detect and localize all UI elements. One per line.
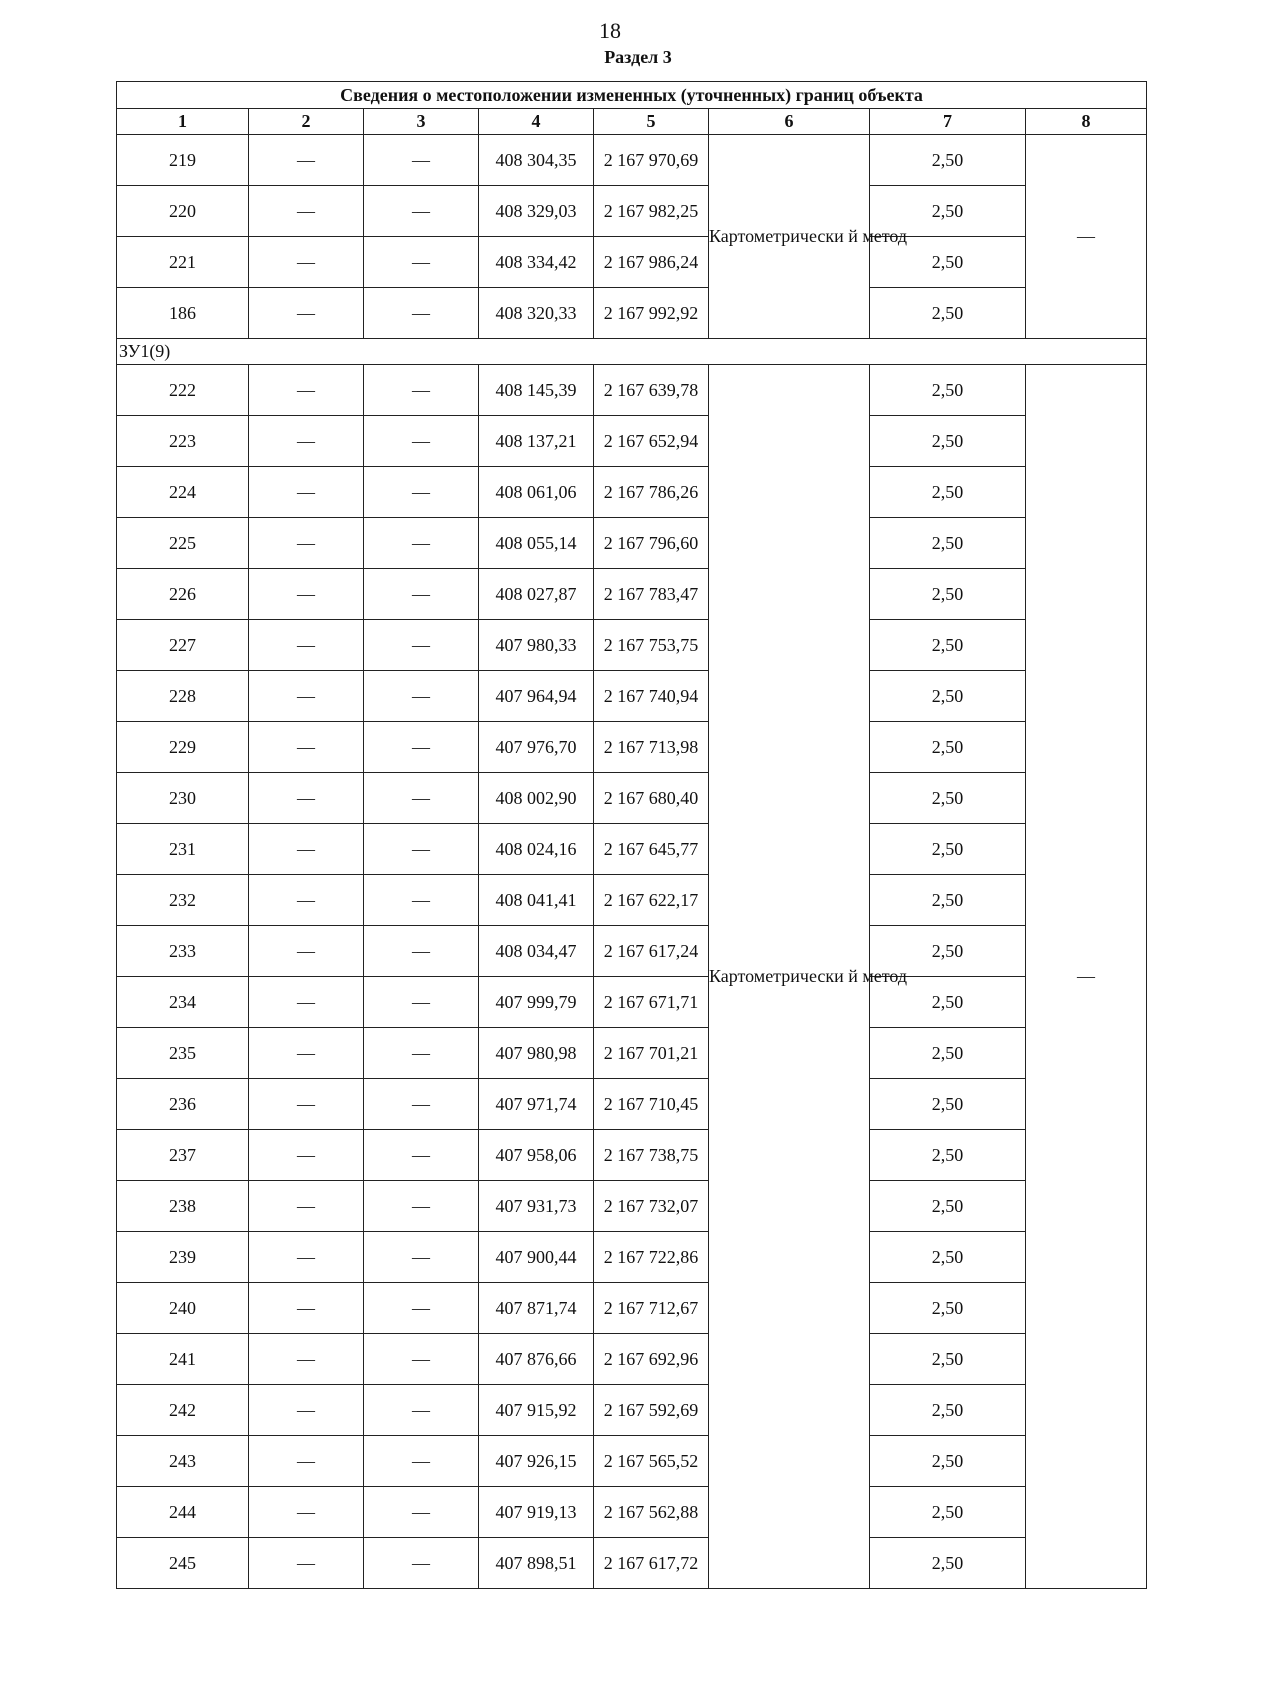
col3-cell: — bbox=[364, 1232, 479, 1283]
col2-cell: — bbox=[249, 722, 364, 773]
col3-cell: — bbox=[364, 1028, 479, 1079]
point-number-cell: 236 bbox=[117, 1079, 249, 1130]
col3-cell: — bbox=[364, 186, 479, 237]
column-header: 5 bbox=[594, 109, 709, 135]
col2-cell: — bbox=[249, 875, 364, 926]
y-coordinate-cell: 2 167 796,60 bbox=[594, 518, 709, 569]
table-row bbox=[117, 135, 1147, 186]
col2-cell: — bbox=[249, 467, 364, 518]
table-row bbox=[117, 1028, 1147, 1079]
table-body bbox=[117, 82, 1147, 1589]
col3-cell: — bbox=[364, 875, 479, 926]
x-coordinate-cell: 408 041,41 bbox=[479, 875, 594, 926]
x-coordinate-cell: 407 898,51 bbox=[479, 1538, 594, 1589]
y-coordinate-cell: 2 167 986,24 bbox=[594, 237, 709, 288]
y-coordinate-cell: 2 167 970,69 bbox=[594, 135, 709, 186]
col2-cell: — bbox=[249, 1283, 364, 1334]
accuracy-cell: 2,50 bbox=[870, 1283, 1026, 1334]
y-coordinate-cell: 2 167 722,86 bbox=[594, 1232, 709, 1283]
accuracy-cell: 2,50 bbox=[870, 237, 1026, 288]
table-row bbox=[117, 875, 1147, 926]
column-header: 8 bbox=[1026, 109, 1147, 135]
y-coordinate-cell: 2 167 740,94 bbox=[594, 671, 709, 722]
x-coordinate-cell: 408 061,06 bbox=[479, 467, 594, 518]
x-coordinate-cell: 407 931,73 bbox=[479, 1181, 594, 1232]
table-row bbox=[117, 1181, 1147, 1232]
y-coordinate-cell: 2 167 753,75 bbox=[594, 620, 709, 671]
col2-cell: — bbox=[249, 1232, 364, 1283]
table-row bbox=[117, 671, 1147, 722]
y-coordinate-cell: 2 167 645,77 bbox=[594, 824, 709, 875]
table-row bbox=[117, 1130, 1147, 1181]
point-number-cell: 235 bbox=[117, 1028, 249, 1079]
accuracy-cell: 2,50 bbox=[870, 365, 1026, 416]
col3-cell: — bbox=[364, 518, 479, 569]
x-coordinate-cell: 407 980,98 bbox=[479, 1028, 594, 1079]
col2-cell: — bbox=[249, 569, 364, 620]
col2-cell: — bbox=[249, 186, 364, 237]
method-cell: Картометрически й метод bbox=[709, 365, 870, 1589]
y-coordinate-cell: 2 167 622,17 bbox=[594, 875, 709, 926]
col2-cell: — bbox=[249, 1028, 364, 1079]
col2-cell: — bbox=[249, 288, 364, 339]
column-header: 2 bbox=[249, 109, 364, 135]
page-number: 18 bbox=[599, 18, 621, 43]
col2-cell: — bbox=[249, 1385, 364, 1436]
col3-cell: — bbox=[364, 1334, 479, 1385]
col2-cell: — bbox=[249, 1538, 364, 1589]
col2-cell: — bbox=[249, 824, 364, 875]
point-number-cell: 239 bbox=[117, 1232, 249, 1283]
table-row bbox=[117, 365, 1147, 416]
table-row bbox=[117, 977, 1147, 1028]
col3-cell: — bbox=[364, 467, 479, 518]
x-coordinate-cell: 408 137,21 bbox=[479, 416, 594, 467]
table-title-row bbox=[117, 82, 1147, 109]
y-coordinate-cell: 2 167 565,52 bbox=[594, 1436, 709, 1487]
accuracy-cell: 2,50 bbox=[870, 824, 1026, 875]
col3-cell: — bbox=[364, 288, 479, 339]
col2-cell: — bbox=[249, 1181, 364, 1232]
x-coordinate-cell: 407 976,70 bbox=[479, 722, 594, 773]
y-coordinate-cell: 2 167 992,92 bbox=[594, 288, 709, 339]
accuracy-cell: 2,50 bbox=[870, 977, 1026, 1028]
table-row bbox=[117, 237, 1147, 288]
col3-cell: — bbox=[364, 1538, 479, 1589]
x-coordinate-cell: 407 900,44 bbox=[479, 1232, 594, 1283]
col2-cell: — bbox=[249, 977, 364, 1028]
table-row bbox=[117, 416, 1147, 467]
point-number-cell: 222 bbox=[117, 365, 249, 416]
y-coordinate-cell: 2 167 652,94 bbox=[594, 416, 709, 467]
table-row bbox=[117, 1232, 1147, 1283]
table-row bbox=[117, 1436, 1147, 1487]
accuracy-cell: 2,50 bbox=[870, 1130, 1026, 1181]
point-number-cell: 231 bbox=[117, 824, 249, 875]
accuracy-cell: 2,50 bbox=[870, 620, 1026, 671]
accuracy-cell: 2,50 bbox=[870, 288, 1026, 339]
col2-cell: — bbox=[249, 1130, 364, 1181]
accuracy-cell: 2,50 bbox=[870, 671, 1026, 722]
x-coordinate-cell: 407 871,74 bbox=[479, 1283, 594, 1334]
col3-cell: — bbox=[364, 135, 479, 186]
x-coordinate-cell: 408 055,14 bbox=[479, 518, 594, 569]
accuracy-cell: 2,50 bbox=[870, 1181, 1026, 1232]
col3-cell: — bbox=[364, 1079, 479, 1130]
y-coordinate-cell: 2 167 701,21 bbox=[594, 1028, 709, 1079]
col2-cell: — bbox=[249, 518, 364, 569]
accuracy-cell: 2,50 bbox=[870, 1385, 1026, 1436]
y-coordinate-cell: 2 167 617,24 bbox=[594, 926, 709, 977]
y-coordinate-cell: 2 167 692,96 bbox=[594, 1334, 709, 1385]
column-header: 6 bbox=[709, 109, 870, 135]
point-number-cell: 227 bbox=[117, 620, 249, 671]
y-coordinate-cell: 2 167 786,26 bbox=[594, 467, 709, 518]
point-number-cell: 233 bbox=[117, 926, 249, 977]
accuracy-cell: 2,50 bbox=[870, 467, 1026, 518]
col3-cell: — bbox=[364, 237, 479, 288]
table-row bbox=[117, 186, 1147, 237]
accuracy-cell: 2,50 bbox=[870, 1232, 1026, 1283]
x-coordinate-cell: 408 304,35 bbox=[479, 135, 594, 186]
col8-cell: — bbox=[1026, 135, 1147, 339]
x-coordinate-cell: 407 919,13 bbox=[479, 1487, 594, 1538]
point-number-cell: 220 bbox=[117, 186, 249, 237]
point-number-cell: 226 bbox=[117, 569, 249, 620]
y-coordinate-cell: 2 167 732,07 bbox=[594, 1181, 709, 1232]
accuracy-cell: 2,50 bbox=[870, 1436, 1026, 1487]
point-number-cell: 234 bbox=[117, 977, 249, 1028]
col2-cell: — bbox=[249, 773, 364, 824]
accuracy-cell: 2,50 bbox=[870, 1028, 1026, 1079]
y-coordinate-cell: 2 167 592,69 bbox=[594, 1385, 709, 1436]
x-coordinate-cell: 407 876,66 bbox=[479, 1334, 594, 1385]
table-row bbox=[117, 926, 1147, 977]
x-coordinate-cell: 407 915,92 bbox=[479, 1385, 594, 1436]
col3-cell: — bbox=[364, 1130, 479, 1181]
group-label-row bbox=[117, 339, 1147, 365]
accuracy-cell: 2,50 bbox=[870, 875, 1026, 926]
col3-cell: — bbox=[364, 1436, 479, 1487]
accuracy-cell: 2,50 bbox=[870, 1487, 1026, 1538]
col3-cell: — bbox=[364, 1283, 479, 1334]
point-number-cell: 241 bbox=[117, 1334, 249, 1385]
col2-cell: — bbox=[249, 365, 364, 416]
col8-cell: — bbox=[1026, 365, 1147, 1589]
accuracy-cell: 2,50 bbox=[870, 1334, 1026, 1385]
table-row bbox=[117, 1334, 1147, 1385]
y-coordinate-cell: 2 167 680,40 bbox=[594, 773, 709, 824]
point-number-cell: 237 bbox=[117, 1130, 249, 1181]
point-number-cell: 186 bbox=[117, 288, 249, 339]
y-coordinate-cell: 2 167 710,45 bbox=[594, 1079, 709, 1130]
accuracy-cell: 2,50 bbox=[870, 569, 1026, 620]
col3-cell: — bbox=[364, 824, 479, 875]
accuracy-cell: 2,50 bbox=[870, 416, 1026, 467]
column-header: 3 bbox=[364, 109, 479, 135]
y-coordinate-cell: 2 167 639,78 bbox=[594, 365, 709, 416]
y-coordinate-cell: 2 167 562,88 bbox=[594, 1487, 709, 1538]
col2-cell: — bbox=[249, 1487, 364, 1538]
col3-cell: — bbox=[364, 620, 479, 671]
point-number-cell: 228 bbox=[117, 671, 249, 722]
table-row bbox=[117, 1385, 1147, 1436]
column-header: 7 bbox=[870, 109, 1026, 135]
point-number-cell: 221 bbox=[117, 237, 249, 288]
col2-cell: — bbox=[249, 926, 364, 977]
y-coordinate-cell: 2 167 617,72 bbox=[594, 1538, 709, 1589]
x-coordinate-cell: 407 964,94 bbox=[479, 671, 594, 722]
table-row bbox=[117, 620, 1147, 671]
accuracy-cell: 2,50 bbox=[870, 773, 1026, 824]
col3-cell: — bbox=[364, 416, 479, 467]
table-row bbox=[117, 1538, 1147, 1589]
accuracy-cell: 2,50 bbox=[870, 722, 1026, 773]
method-cell: Картометрически й метод bbox=[709, 135, 870, 339]
col2-cell: — bbox=[249, 416, 364, 467]
col3-cell: — bbox=[364, 926, 479, 977]
point-number-cell: 242 bbox=[117, 1385, 249, 1436]
col3-cell: — bbox=[364, 569, 479, 620]
x-coordinate-cell: 408 329,03 bbox=[479, 186, 594, 237]
col2-cell: — bbox=[249, 620, 364, 671]
accuracy-cell: 2,50 bbox=[870, 926, 1026, 977]
table-row bbox=[117, 569, 1147, 620]
point-number-cell: 245 bbox=[117, 1538, 249, 1589]
point-number-cell: 225 bbox=[117, 518, 249, 569]
coordinates-table bbox=[116, 81, 1147, 1589]
y-coordinate-cell: 2 167 783,47 bbox=[594, 569, 709, 620]
col3-cell: — bbox=[364, 365, 479, 416]
column-header: 4 bbox=[479, 109, 594, 135]
x-coordinate-cell: 407 980,33 bbox=[479, 620, 594, 671]
x-coordinate-cell: 407 971,74 bbox=[479, 1079, 594, 1130]
accuracy-cell: 2,50 bbox=[870, 135, 1026, 186]
col3-cell: — bbox=[364, 977, 479, 1028]
x-coordinate-cell: 408 334,42 bbox=[479, 237, 594, 288]
x-coordinate-cell: 408 027,87 bbox=[479, 569, 594, 620]
table-row bbox=[117, 518, 1147, 569]
accuracy-cell: 2,50 bbox=[870, 1538, 1026, 1589]
section-title: Раздел 3 bbox=[604, 47, 672, 67]
col2-cell: — bbox=[249, 1334, 364, 1385]
table-title: Сведения о местоположении измененных (уточненных) границ объекта bbox=[117, 82, 1147, 109]
accuracy-cell: 2,50 bbox=[870, 186, 1026, 237]
table-row bbox=[117, 773, 1147, 824]
col2-cell: — bbox=[249, 237, 364, 288]
point-number-cell: 224 bbox=[117, 467, 249, 518]
col3-cell: — bbox=[364, 1487, 479, 1538]
table-row bbox=[117, 722, 1147, 773]
point-number-cell: 223 bbox=[117, 416, 249, 467]
col3-cell: — bbox=[364, 773, 479, 824]
col3-cell: — bbox=[364, 671, 479, 722]
x-coordinate-cell: 408 002,90 bbox=[479, 773, 594, 824]
y-coordinate-cell: 2 167 712,67 bbox=[594, 1283, 709, 1334]
point-number-cell: 219 bbox=[117, 135, 249, 186]
x-coordinate-cell: 408 320,33 bbox=[479, 288, 594, 339]
table-row bbox=[117, 824, 1147, 875]
y-coordinate-cell: 2 167 713,98 bbox=[594, 722, 709, 773]
x-coordinate-cell: 408 034,47 bbox=[479, 926, 594, 977]
table-row bbox=[117, 467, 1147, 518]
x-coordinate-cell: 408 024,16 bbox=[479, 824, 594, 875]
accuracy-cell: 2,50 bbox=[870, 518, 1026, 569]
y-coordinate-cell: 2 167 671,71 bbox=[594, 977, 709, 1028]
col3-cell: — bbox=[364, 1181, 479, 1232]
point-number-cell: 238 bbox=[117, 1181, 249, 1232]
y-coordinate-cell: 2 167 738,75 bbox=[594, 1130, 709, 1181]
x-coordinate-cell: 407 926,15 bbox=[479, 1436, 594, 1487]
col3-cell: — bbox=[364, 1385, 479, 1436]
column-header: 1 bbox=[117, 109, 249, 135]
x-coordinate-cell: 407 958,06 bbox=[479, 1130, 594, 1181]
table-row bbox=[117, 288, 1147, 339]
table-row bbox=[117, 1079, 1147, 1130]
y-coordinate-cell: 2 167 982,25 bbox=[594, 186, 709, 237]
point-number-cell: 244 bbox=[117, 1487, 249, 1538]
x-coordinate-cell: 408 145,39 bbox=[479, 365, 594, 416]
col2-cell: — bbox=[249, 671, 364, 722]
point-number-cell: 243 bbox=[117, 1436, 249, 1487]
group-label: ЗУ1(9) bbox=[117, 339, 1147, 365]
point-number-cell: 230 bbox=[117, 773, 249, 824]
point-number-cell: 240 bbox=[117, 1283, 249, 1334]
col3-cell: — bbox=[364, 722, 479, 773]
table-row bbox=[117, 1487, 1147, 1538]
accuracy-cell: 2,50 bbox=[870, 1079, 1026, 1130]
x-coordinate-cell: 407 999,79 bbox=[479, 977, 594, 1028]
col2-cell: — bbox=[249, 1436, 364, 1487]
point-number-cell: 229 bbox=[117, 722, 249, 773]
col2-cell: — bbox=[249, 1079, 364, 1130]
col2-cell: — bbox=[249, 135, 364, 186]
point-number-cell: 232 bbox=[117, 875, 249, 926]
table-row bbox=[117, 1283, 1147, 1334]
table-header-row bbox=[117, 109, 1147, 135]
